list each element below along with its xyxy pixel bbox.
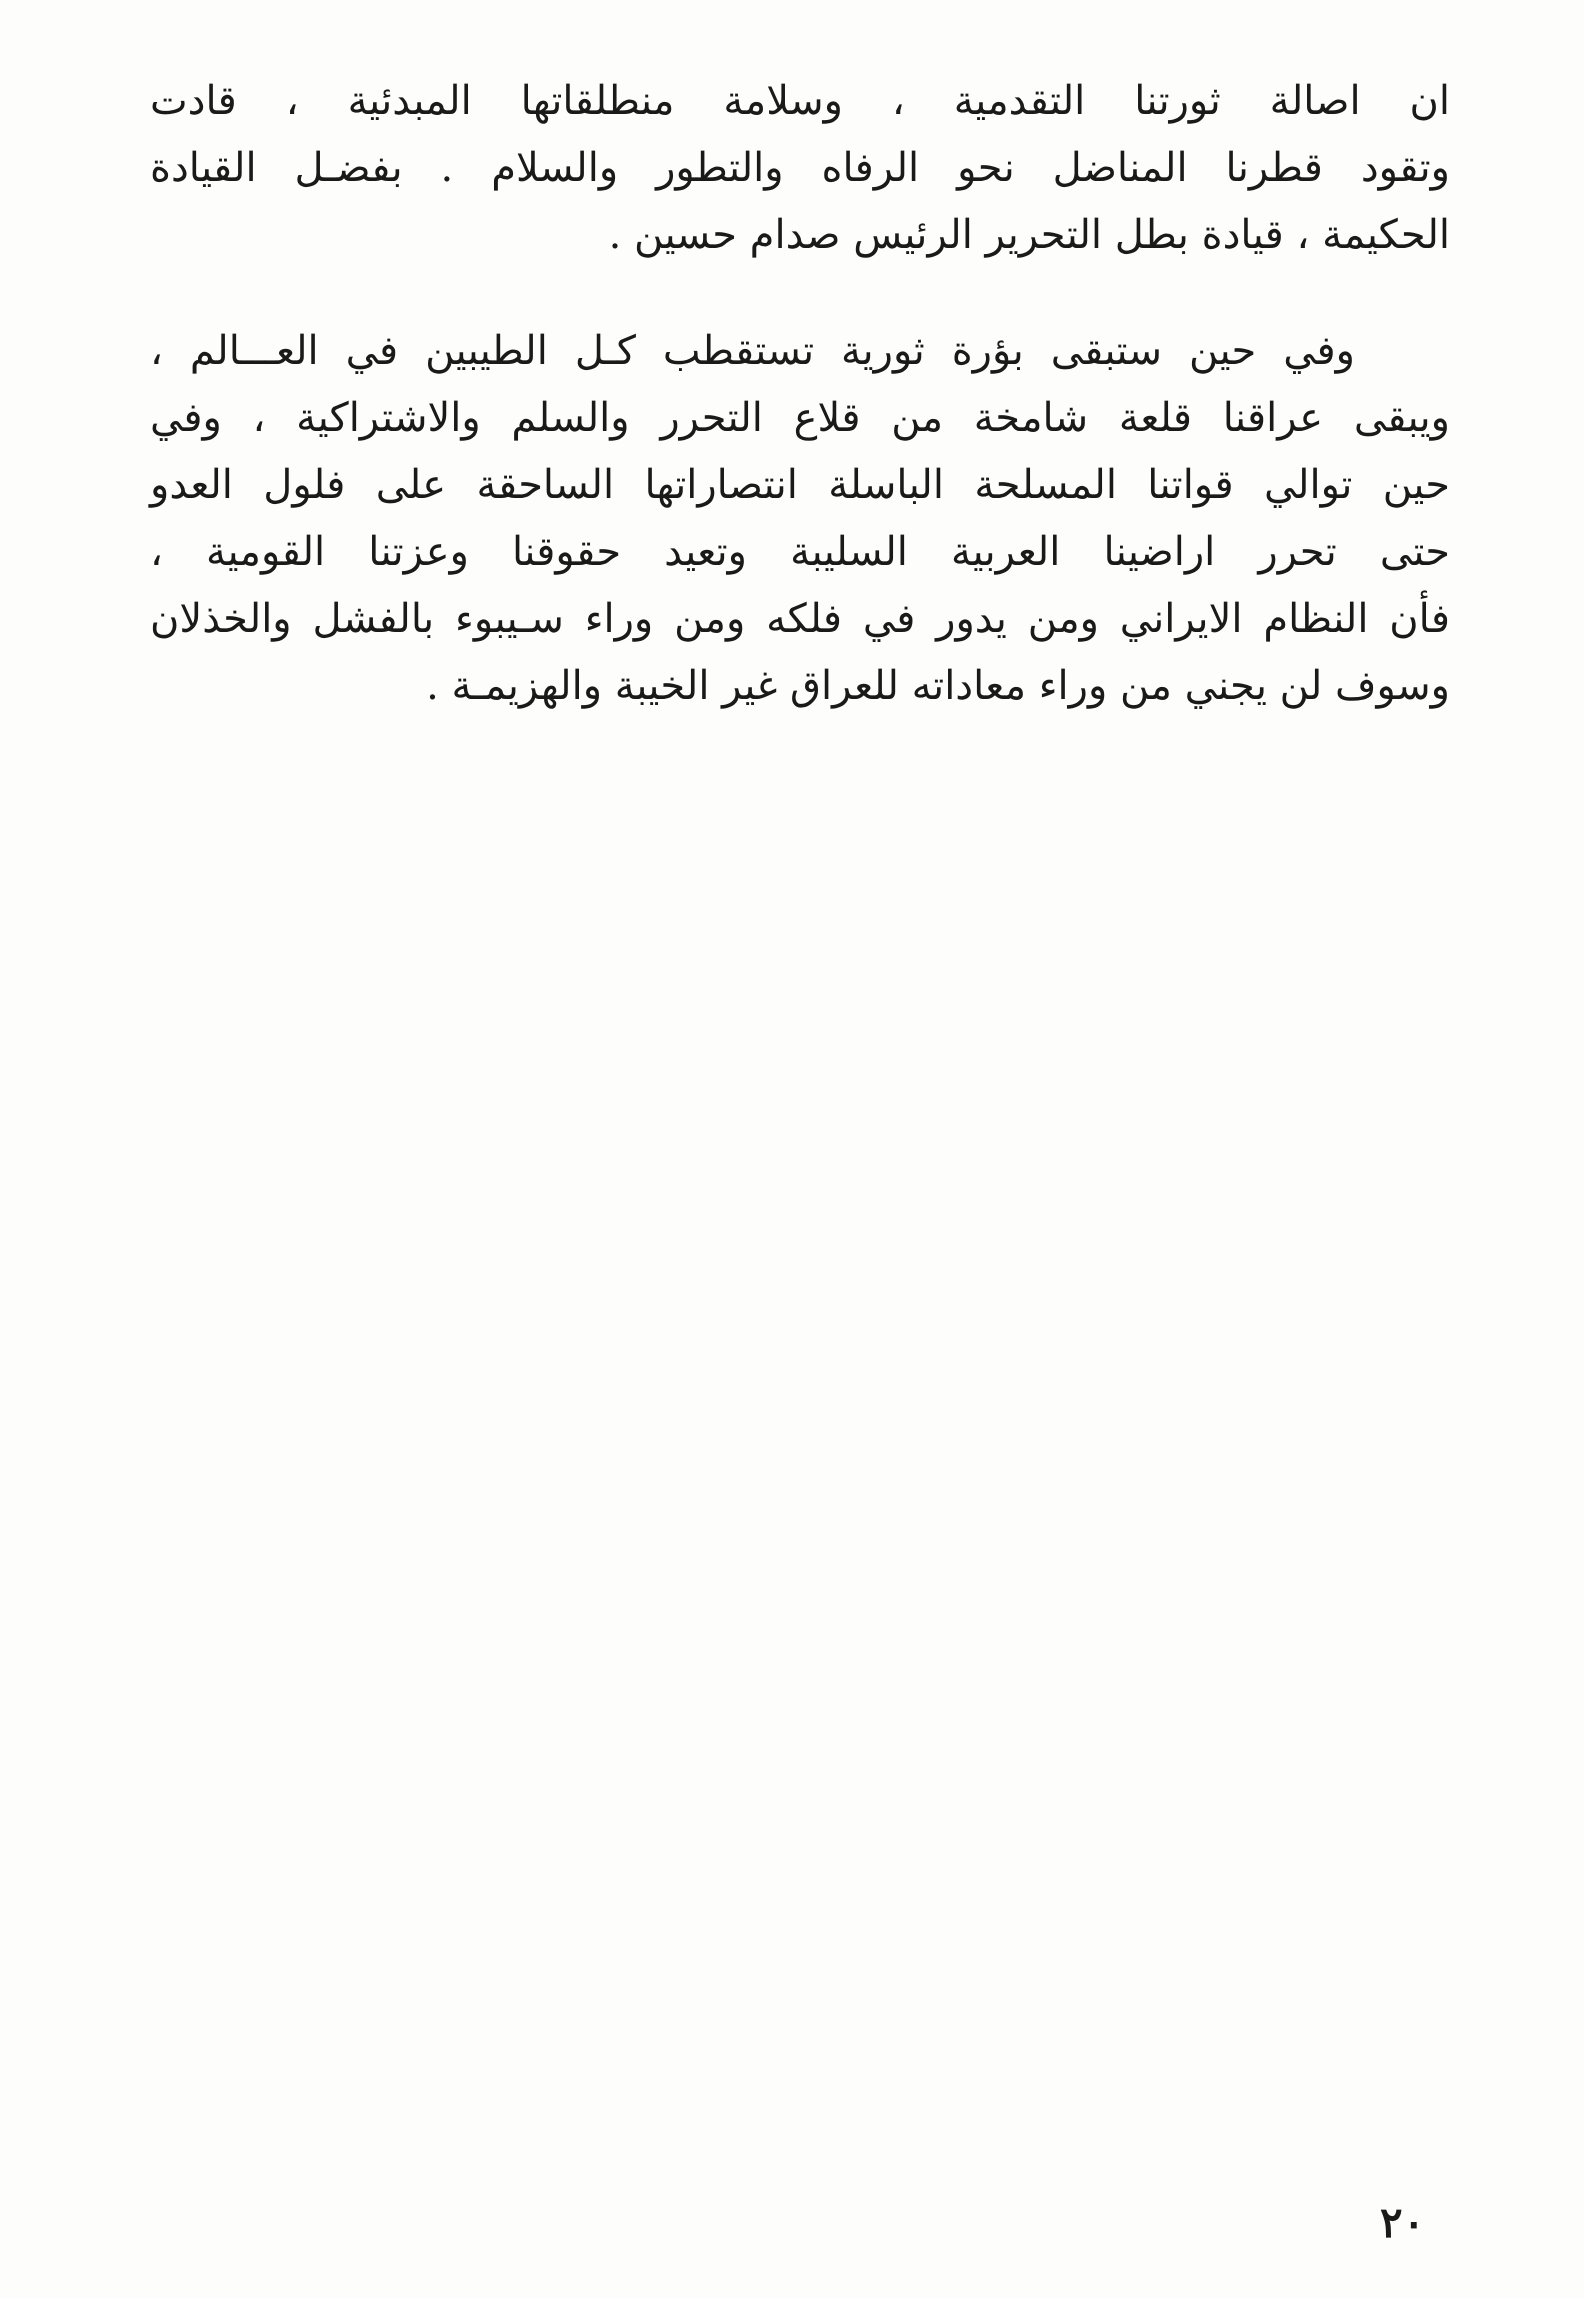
paragraph-2 [150, 318, 1450, 720]
page-number: ٢٠ [1380, 2198, 1426, 2247]
paragraph-line: حين توالي قواتنا المسلحة الباسلة انتصاراتها الساحقة على فلول العدو [150, 462, 1450, 508]
paragraph-line: ويبقى عراقنا قلعة شامخة من قلاع التحرر والسلم والاشتراكية ، وفي [150, 395, 1450, 441]
paragraph-line: وفي حين ستبقى بؤرة ثورية تستقطب كـل الطيبين في العـــالم ، [150, 328, 1355, 374]
paragraph-1 [150, 68, 1450, 269]
paragraph-line: وسوف لن يجني من وراء معاداته للعراق غير الخيبة والهزيمـة . [426, 663, 1450, 709]
paragraph-line: وتقود قطرنا المناضل نحو الرفاه والتطور والسلام . بفضـل القيادة [150, 145, 1450, 191]
paragraph-line: الحكيمة ، قيادة بطل التحرير الرئيس صدام حسين . [608, 212, 1450, 258]
paragraph-line: ان اصالة ثورتنا التقدمية ، وسلامة منطلقاتها المبدئية ، قادت [150, 78, 1451, 124]
paragraph-line: فأن النظام الايراني ومن يدور في فلكه ومن وراء سـيبوء بالفشل والخذلان [150, 596, 1450, 642]
paragraph-line: حتى تحرر اراضينا العربية السليبة وتعيد حقوقنا وعزتنا القومية ، [150, 529, 1450, 575]
